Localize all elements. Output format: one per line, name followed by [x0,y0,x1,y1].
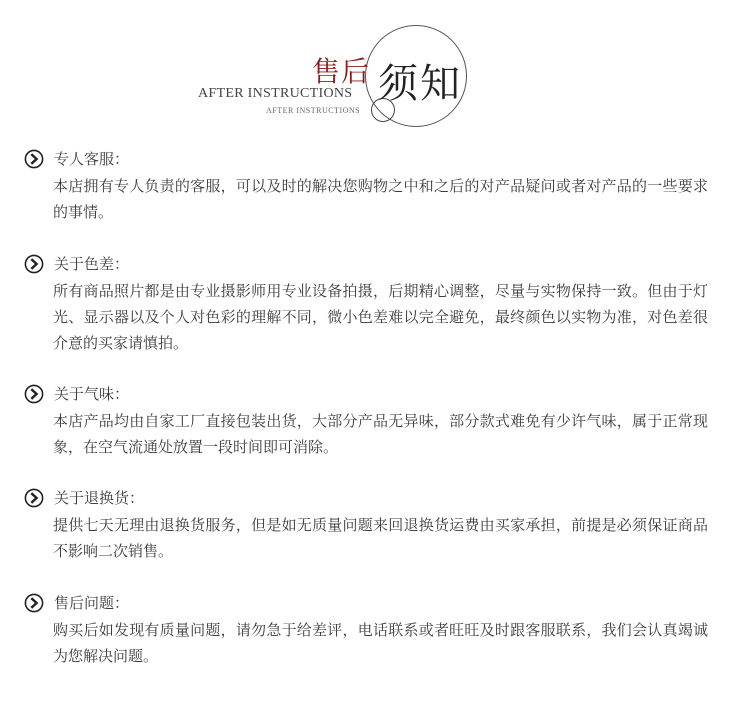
page-title-part1: 售后 [312,55,371,88]
section-heading [24,487,144,509]
section-title: 售后问题： [54,594,130,612]
circle-arrow-right-icon [24,149,44,169]
section-body: 购买后如发现有质量问题，请勿急于给差评，电话联系或者旺旺及时跟客服联系，我们会认真竭诚为您解决问题。 [53,621,708,665]
section-body: 本店产品均由自家工厂直接包装出货，大部分产品无异味，部分款式难免有少许气味，属于正常现象，在空气流通处放置一段时间即可消除。 [53,412,708,456]
section-title: 关于退换货： [54,489,145,507]
page-subtitle-small: AFTER INSTRUCTIONS [266,106,361,115]
section-body: 本店拥有专人负责的客服，可以及时的解决您购物之中和之后的对产品疑问或者对产品的一些要求的事情。 [53,177,708,221]
section-title: 关于色差： [54,255,130,273]
page-header [0,0,750,130]
section-heading [24,383,129,405]
circle-arrow-right-icon [24,254,44,274]
section-heading [24,253,129,275]
circle-arrow-right-icon [24,384,44,404]
section-body: 所有商品照片都是由专业摄影师用专业设备拍摄，后期精心调整，尽量与实物保持一致。但由于灯光、显示器以及个人对色彩的理解不同，微小色差难以完全避免，最终颜色以实物为准，对色差很介意的买家请慎拍。 [53,282,708,352]
page-title-part2: 须知 [378,61,462,107]
section-heading [24,592,129,614]
circle-arrow-right-icon [24,593,44,613]
section-heading [24,148,129,170]
page-subtitle: AFTER INSTRUCTIONS [198,86,353,101]
circle-arrow-right-icon [24,488,44,508]
section-title: 关于气味： [54,385,130,403]
section-title: 专人客服： [54,150,130,168]
section-body: 提供七天无理由退换货服务，但是如无质量问题来回退换货运费由买家承担，前提是必须保证商品不影响二次销售。 [53,516,708,560]
